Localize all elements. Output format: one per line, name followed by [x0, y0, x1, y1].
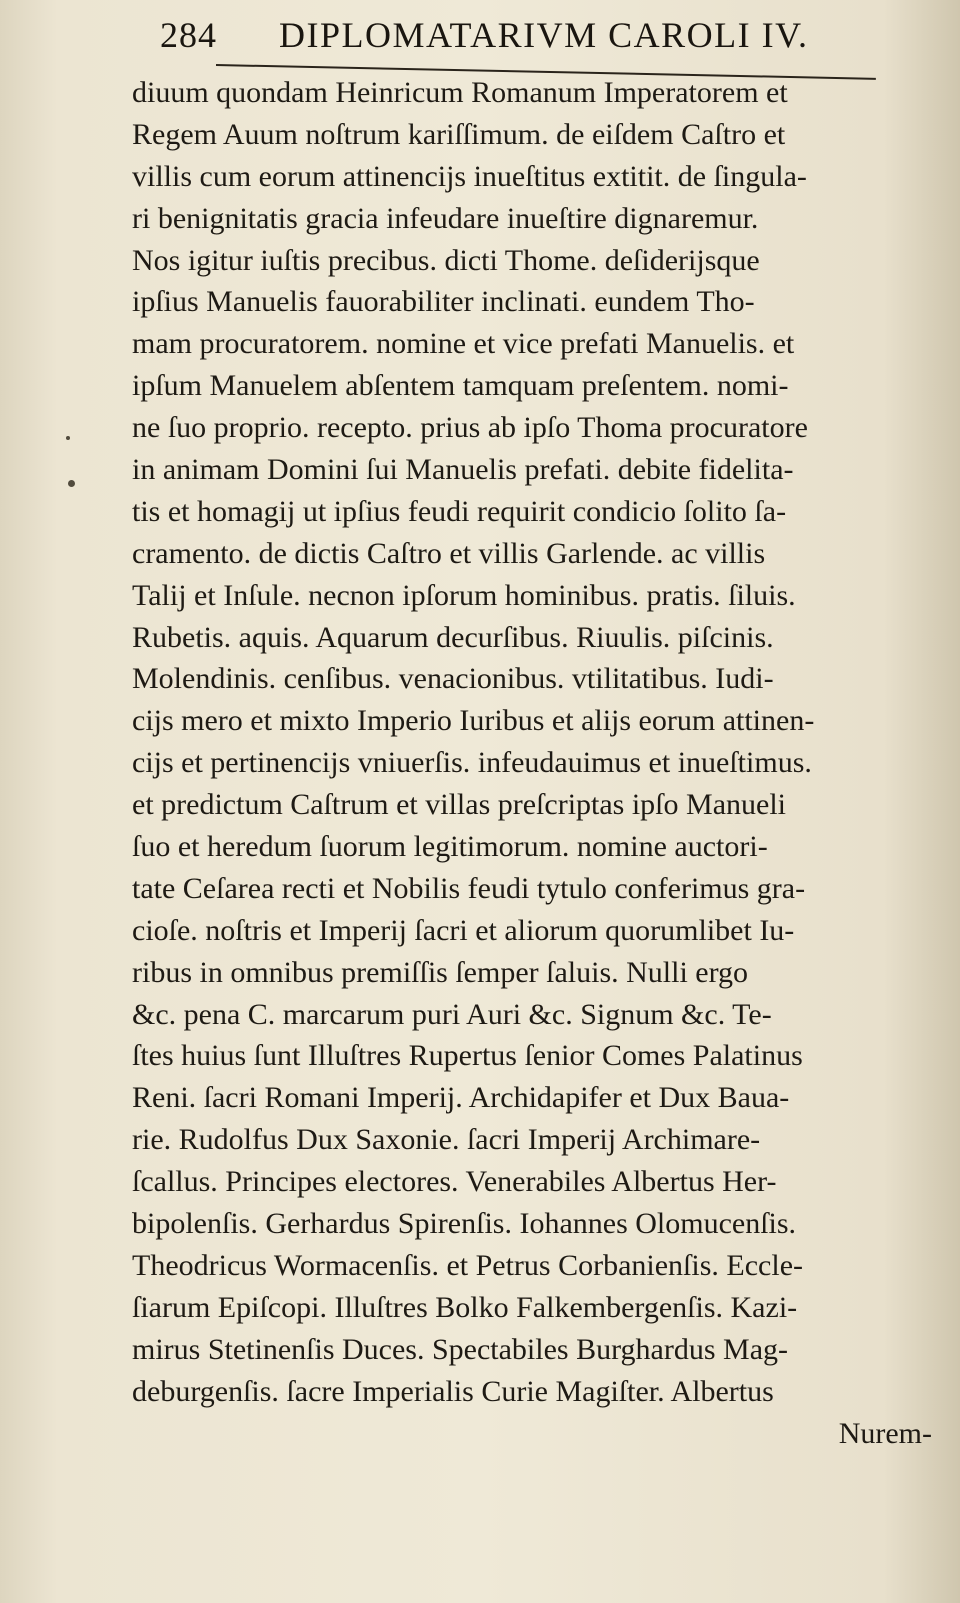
text-line: cijs et pertinencijs vniuerſis. infeudauimus et inueſtimus.: [132, 746, 812, 780]
text-line: ne ſuo proprio. recepto. prius ab ipſo Thoma procuratore: [132, 411, 808, 445]
text-line: cijs mero et mixto Imperio Iuribus et alijs eorum attinen-: [132, 704, 815, 738]
ink-spot: [66, 436, 70, 440]
text-line: &c. pena C. marcarum puri Auri &c. Signum &c. Te-: [132, 997, 772, 1031]
text-line: ſuo et heredum ſuorum legitimorum. nomine auctori-: [132, 830, 768, 864]
text-line: ſtes huius ſunt Illuſtres Rupertus ſenior Comes Palatinus: [132, 1039, 803, 1073]
text-line: villis cum eorum attinencijs inueſtitus extitit. de ſingula-: [132, 159, 807, 193]
text-line: ipſius Manuelis fauorabiliter inclinati. eundem Tho-: [132, 285, 755, 319]
text-line: ipſum Manuelem abſentem tamquam preſentem. nomi-: [132, 369, 789, 403]
text-line: Regem Auum noſtrum kariſſimum. de eiſdem Caſtro et: [132, 117, 786, 151]
text-line: Molendinis. cenſibus. venacionibus. vtilitatibus. Iudi-: [132, 662, 774, 696]
text-line: Rubetis. aquis. Aquarum decurſibus. Riuulis. piſcinis.: [132, 620, 774, 654]
text-line: deburgenſis. ſacre Imperialis Curie Magiſter. Albertus: [132, 1374, 774, 1408]
text-line: diuum quondam Heinricum Romanum Imperatorem et: [132, 76, 788, 109]
text-line: mirus Stetinenſis Duces. Spectabiles Burghardus Mag-: [132, 1332, 789, 1366]
text-line: rie. Rudolfus Dux Saxonie. ſacri Imperij Archimare-: [132, 1123, 761, 1157]
text-line: Nos igitur iuſtis precibus. dicti Thome. deſiderijsque: [132, 243, 760, 277]
text-line: ſiarum Epiſcopi. Illuſtres Bolko Falkembergenſis. Kazi-: [132, 1290, 798, 1324]
text-line: mam procuratorem. nomine et vice prefati Manuelis. et: [132, 327, 795, 361]
ink-spot: [68, 480, 75, 487]
catchword: Nurem-: [838, 1416, 932, 1450]
body-text: [132, 72, 932, 1454]
text-line: tate Ceſarea recti et Nobilis feudi tytulo conferimus gra-: [132, 871, 806, 905]
text-line: ribus in omnibus premiſſis ſemper ſaluis. Nulli ergo: [132, 955, 749, 989]
text-line: et predictum Caſtrum et villas preſcriptas ipſo Manueli: [132, 788, 786, 822]
text-line: cramento. de dictis Caſtro et villis Garlende. ac villis: [132, 536, 766, 570]
text-line: Talij et Inſule. necnon ipſorum hominibus. pratis. ſiluis.: [132, 578, 796, 612]
page-number: 284: [160, 15, 217, 55]
text-line: Reni. ſacri Romani Imperij. Archidapifer et Dux Bauа-: [132, 1081, 790, 1115]
text-line: cioſe. noſtris et Imperij ſacri et aliorum quorumlibet Iu-: [132, 913, 795, 947]
text-line: in animam Domini ſui Manuelis prefati. debite fidelita-: [132, 453, 794, 487]
text-line: ſcallus. Principes electores. Venerabiles Albertus Her-: [132, 1165, 777, 1199]
running-title: DIPLOMATARIVM CAROLI IV.: [279, 15, 809, 55]
text-line: ri benignitatis gracia infeudare inueſtire dignaremur.: [132, 201, 759, 235]
text-line: bipolenſis. Gerhardus Spirenſis. Iohannes Olomucenſis.: [132, 1207, 797, 1241]
text-line: tis et homagij ut ipſius feudi requirit condicio ſolito ſa-: [132, 494, 787, 528]
text-line: Theodricus Wormacenſis. et Petrus Corbanienſis. Eccle-: [132, 1248, 804, 1282]
running-head: [160, 14, 880, 70]
